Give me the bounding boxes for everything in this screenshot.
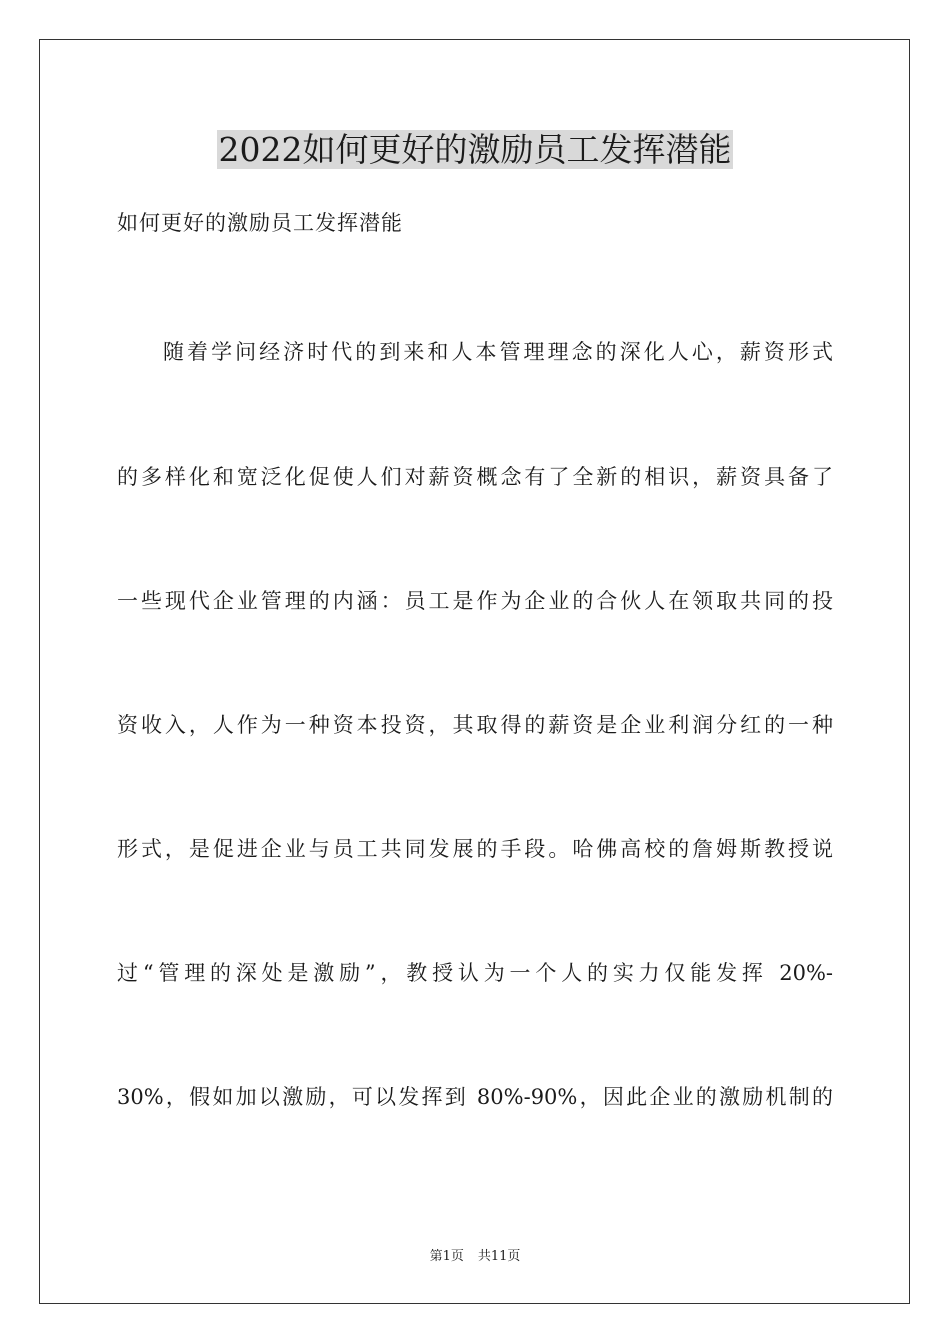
page-number-current: 第1页	[429, 1249, 464, 1264]
page-number-total: 共11页	[477, 1249, 521, 1264]
paragraph-line-7: 30%，假如加以激励，可以发挥到 80%-90%，因此企业的激励机制的	[117, 1085, 833, 1109]
page-footer	[0, 1248, 950, 1266]
paragraph-line-1: 随着学问经济时代的到来和人本管理理念的深化人心，薪资形式	[163, 340, 833, 364]
paragraph-line-2: 的多样化和宽泛化促使人们对薪资概念有了全新的相识，薪资具备了	[117, 465, 833, 489]
paragraph-line-3: 一些现代企业管理的内涵：员工是作为企业的合伙人在领取共同的投	[117, 589, 833, 613]
paragraph-line-6: 过“管理的深处是激励”，教授认为一个人的实力仅能发挥 20%-	[117, 961, 833, 985]
paragraph-line-5: 形式，是促进企业与员工共同发展的手段。哈佛高校的詹姆斯教授说	[117, 837, 833, 861]
document-title	[0, 128, 950, 172]
document-title-text: 2022如何更好的激励员工发挥潜能	[218, 130, 732, 169]
paragraph-line-4: 资收入，人作为一种资本投资，其取得的薪资是企业利润分红的一种	[117, 713, 833, 737]
document-subtitle: 如何更好的激励员工发挥潜能	[117, 211, 403, 235]
